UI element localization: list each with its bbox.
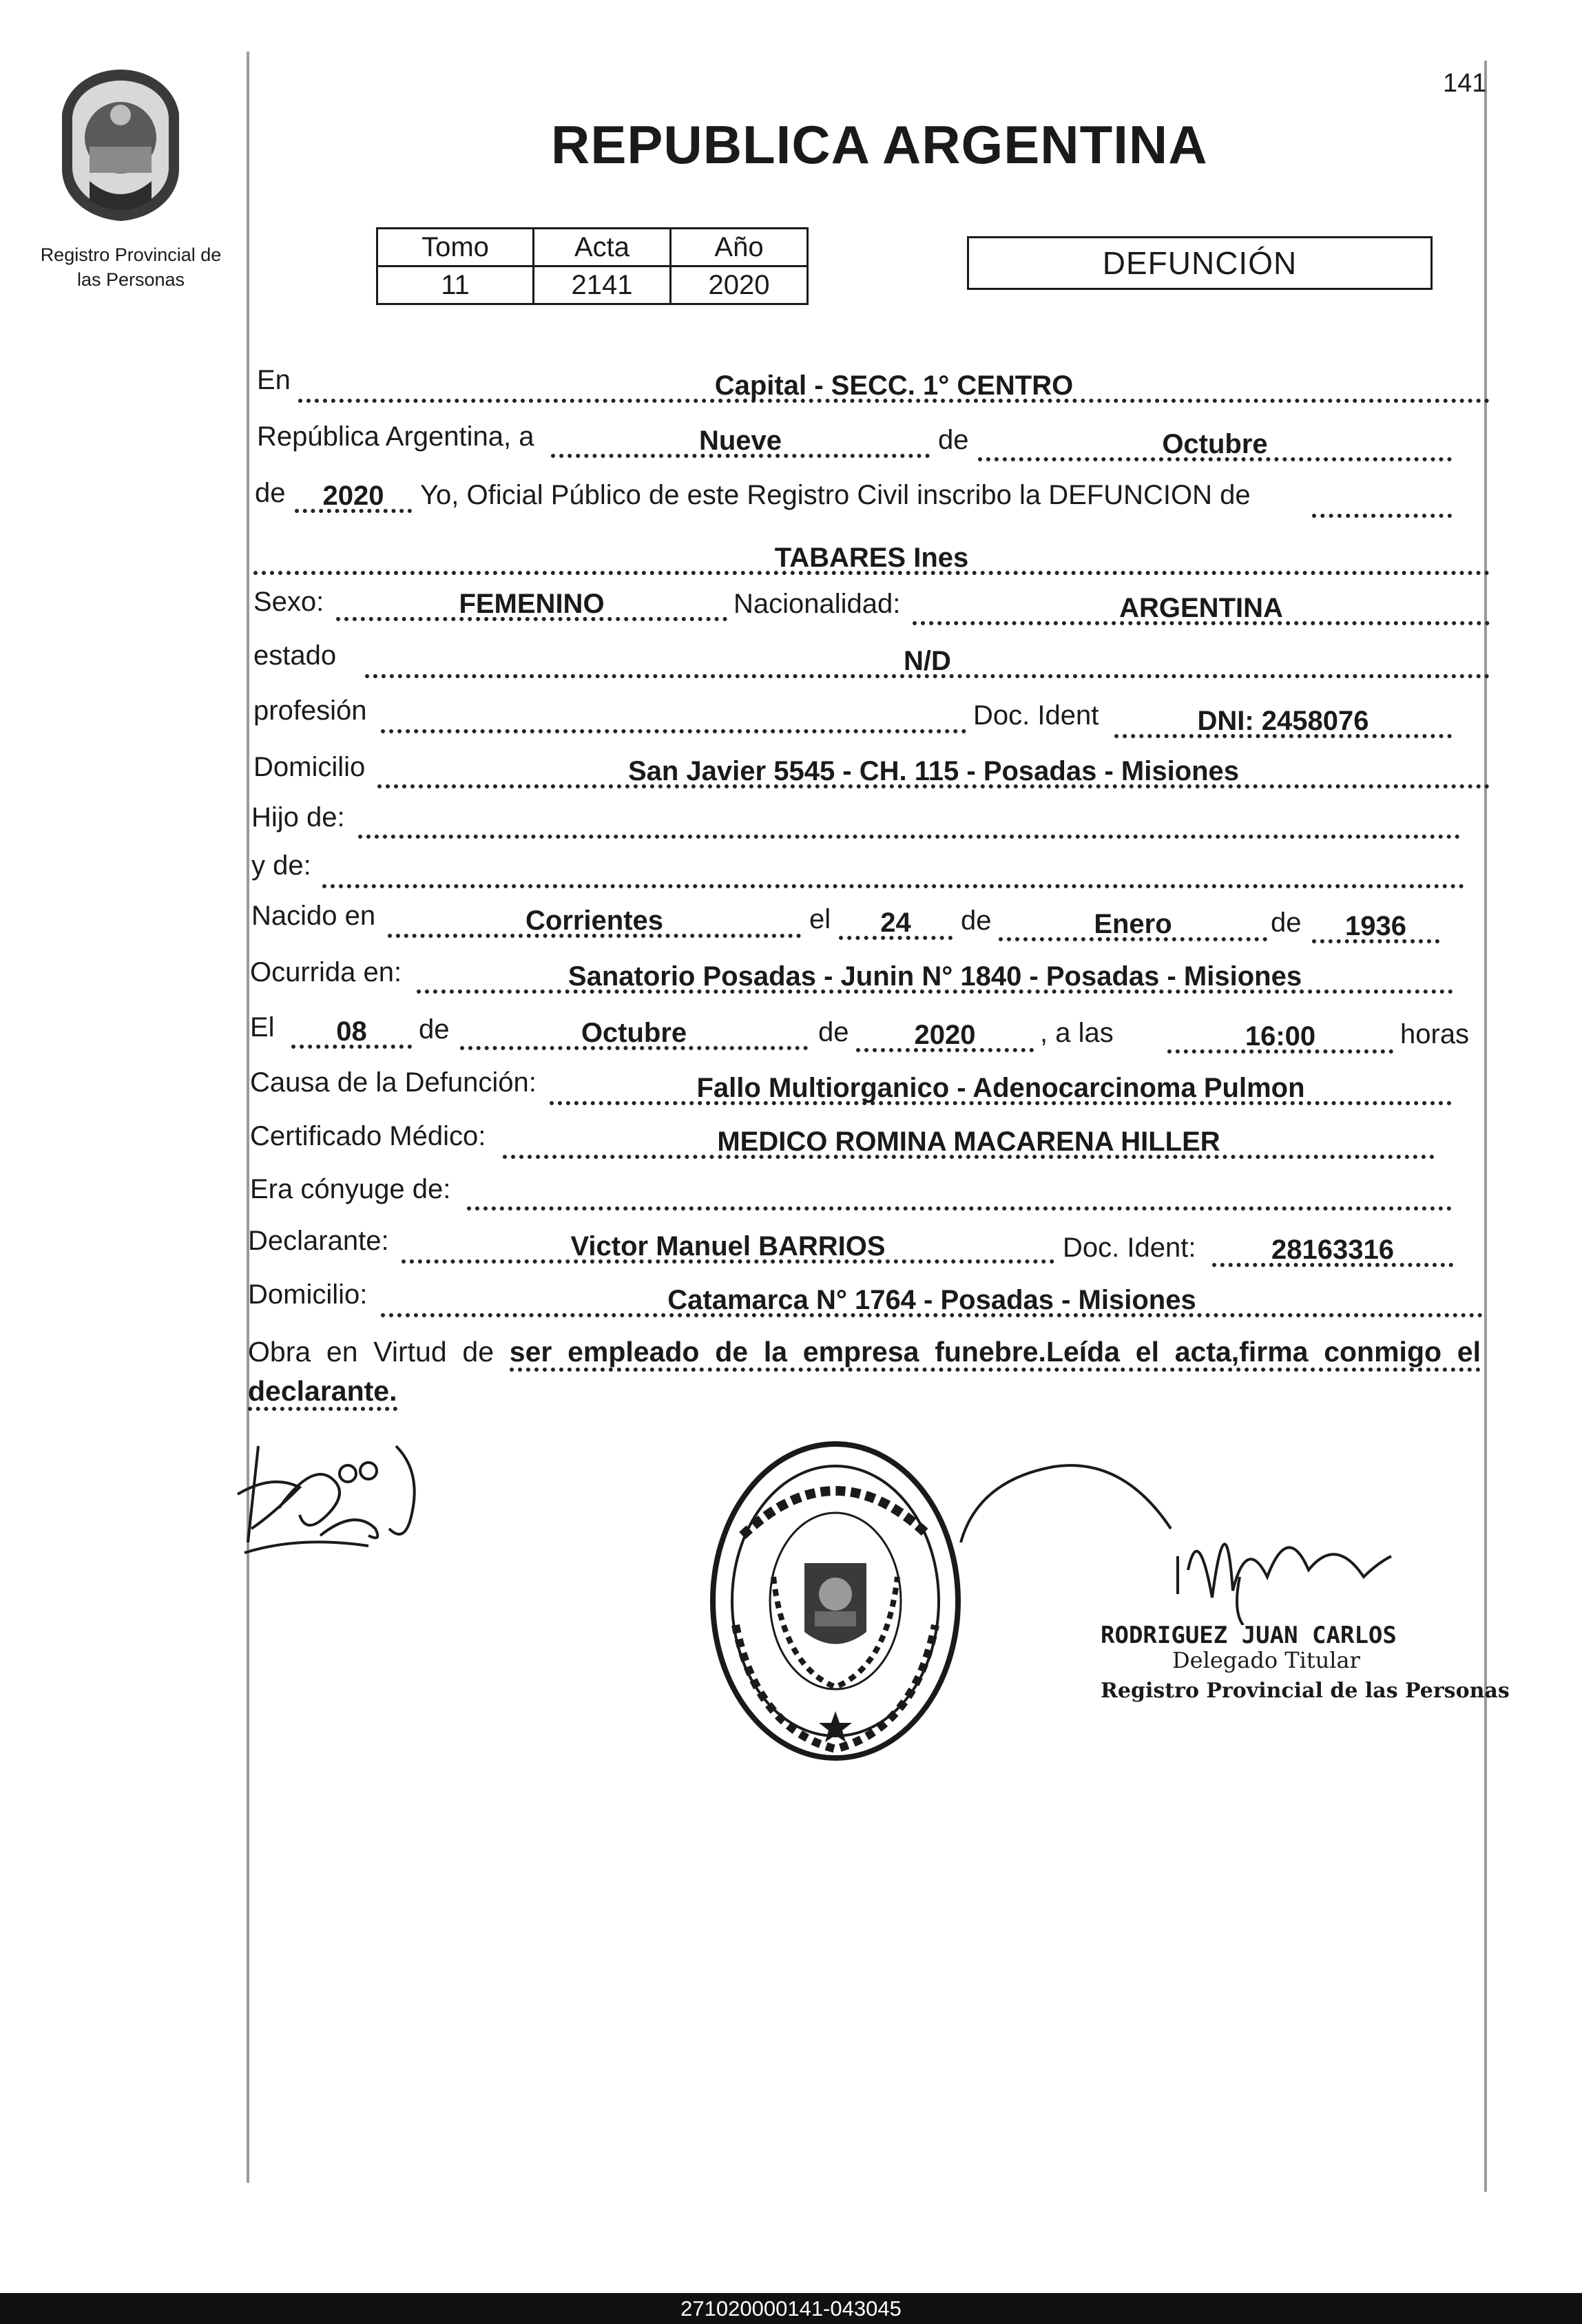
anio-value: 2020 xyxy=(671,266,808,304)
death-day-field: 08 xyxy=(291,1021,412,1049)
anio-header: Año xyxy=(671,229,808,266)
republica-label: República Argentina, a xyxy=(257,421,534,452)
causa-field: Fallo Multiorganico - Adenocarcinoma Pulmon xyxy=(550,1078,1452,1105)
de-label-6: de xyxy=(818,1017,849,1047)
death-year-field: 2020 xyxy=(856,1025,1034,1052)
birth-month-field: Enero xyxy=(999,914,1267,941)
birth-year-field: 1936 xyxy=(1312,916,1439,943)
horas-label: horas xyxy=(1400,1019,1470,1049)
domicilio-field: San Javier 5545 - CH. 115 - Posadas - Misiones xyxy=(377,761,1490,788)
conyuge-field xyxy=(467,1183,1452,1211)
day-field: Nueve xyxy=(551,430,930,458)
certificado-field: MEDICO ROMINA MACARENA HILLER xyxy=(503,1131,1435,1159)
official-signature xyxy=(950,1453,1433,1625)
nacido-en-field: Corrientes xyxy=(388,910,801,938)
inscribo-text: Yo, Oficial Público de este Registro Civil inscribo la DEFUNCION de xyxy=(420,480,1251,510)
estado-label: estado xyxy=(253,640,337,671)
nacido-label: Nacido en xyxy=(251,901,376,931)
el-label: el xyxy=(809,904,831,934)
conyuge-label: Era cónyuge de: xyxy=(250,1174,451,1204)
doc-ident-label: Doc. Ident xyxy=(973,700,1099,731)
domicilio2-field: Catamarca N° 1764 - Posadas - Misiones xyxy=(381,1290,1483,1317)
death-time-field: 16:00 xyxy=(1167,1026,1393,1054)
obra-label: Obra en Virtud de xyxy=(248,1336,494,1368)
sexo-label: Sexo: xyxy=(253,587,324,617)
death-month-field: Octubre xyxy=(460,1023,808,1050)
month-field: Octubre xyxy=(978,434,1452,461)
de-label-2: de xyxy=(255,478,286,508)
alas-label: , a las xyxy=(1040,1018,1114,1048)
place-field: Capital - SECC. 1° CENTRO xyxy=(298,375,1490,403)
registry-caption: Registro Provincial de las Personas xyxy=(40,244,222,290)
el2-label: El xyxy=(250,1012,275,1043)
record-table xyxy=(376,227,809,305)
nacionalidad-label: Nacionalidad: xyxy=(733,589,901,619)
profesion-field xyxy=(381,706,966,733)
en-label: En xyxy=(257,365,291,395)
page-title: REPUBLICA ARGENTINA xyxy=(551,114,1208,175)
nacionalidad-field: ARGENTINA xyxy=(913,598,1490,625)
de-label-1: de xyxy=(938,425,969,455)
doc-ident2-label: Doc. Ident: xyxy=(1063,1233,1196,1263)
birth-day-field: 24 xyxy=(839,912,953,940)
doc-ident-field: DNI: 2458076 xyxy=(1114,711,1452,738)
inscribo-fill xyxy=(1312,490,1452,518)
domicilio-label: Domicilio xyxy=(253,752,366,782)
official-role: Delegado Titular xyxy=(1172,1647,1360,1673)
acta-value: 2141 xyxy=(534,266,671,304)
official-stamp xyxy=(708,1439,963,1763)
document-type-box: DEFUNCIÓN xyxy=(967,236,1433,290)
declarante-label: Declarante: xyxy=(248,1226,389,1256)
profesion-label: profesión xyxy=(253,695,367,726)
de-label-5: de xyxy=(419,1014,450,1045)
doc-ident2-field: 28163316 xyxy=(1212,1239,1453,1267)
hijo-field xyxy=(358,811,1460,839)
tomo-header: Tomo xyxy=(377,229,534,266)
sexo-field: FEMENINO xyxy=(336,594,727,621)
domicilio2-label: Domicilio: xyxy=(248,1279,368,1310)
page-number: 141 xyxy=(1443,69,1487,98)
de-label-4: de xyxy=(1271,908,1302,938)
hijo-label: Hijo de: xyxy=(251,802,345,833)
document-barcode-number: 271020000141-043045 xyxy=(0,2293,1582,2324)
ocurrida-label: Ocurrida en: xyxy=(250,957,402,987)
declarante-field: Victor Manuel BARRIOS xyxy=(402,1236,1054,1264)
left-margin-line xyxy=(247,52,249,2183)
obra-text: ser empleado de la empresa funebre.Leída el acta,firma conmigo el declarante. xyxy=(248,1336,1481,1411)
year-field: 2020 xyxy=(295,485,412,513)
obra-paragraph xyxy=(248,1332,1481,1411)
yde-field xyxy=(322,861,1464,888)
province-logo xyxy=(52,65,189,224)
de-label-3: de xyxy=(961,905,992,936)
official-name: RODRIGUEZ JUAN CARLOS xyxy=(1101,1622,1397,1649)
declarant-signature xyxy=(231,1432,430,1570)
tomo-value: 11 xyxy=(377,266,534,304)
official-organization: Registro Provincial de las Personas xyxy=(1101,1679,1510,1703)
acta-header: Acta xyxy=(534,229,671,266)
estado-field: N/D xyxy=(365,651,1490,678)
ocurrida-field: Sanatorio Posadas - Junin N° 1840 - Posadas - Misiones xyxy=(417,966,1453,994)
deceased-name-field: TABARES Ines xyxy=(253,547,1490,575)
certificado-label: Certificado Médico: xyxy=(250,1121,486,1151)
yde-label: y de: xyxy=(251,850,311,881)
causa-label: Causa de la Defunción: xyxy=(250,1067,537,1098)
